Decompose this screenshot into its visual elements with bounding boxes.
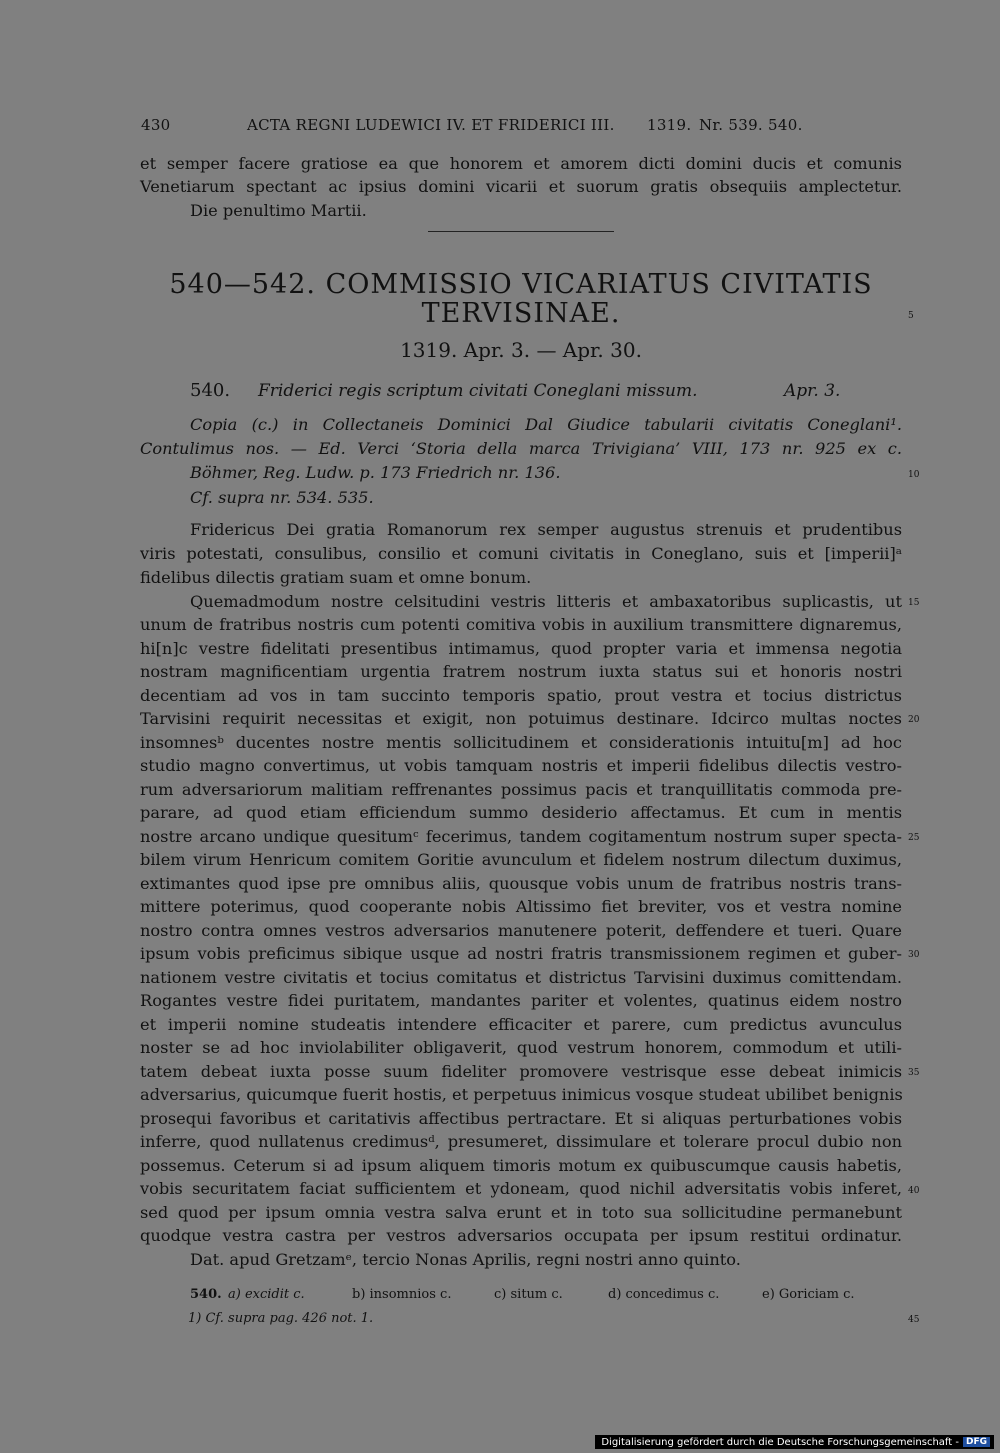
line-number: 40 [908, 1186, 920, 1196]
section-title: 540—542. COMMISSIO VICARIATUS CIVITATIS [169, 269, 873, 300]
line-number: 35 [908, 1068, 920, 1078]
body-line: Fridericus Dei gratia Romanorum rex semper augustus strenuis et prudentibus [190, 520, 902, 539]
footnote-a: a) excidit c. [228, 1287, 305, 1302]
document-title: Friderici regis scriptum civitati Coneglani missum. [258, 381, 698, 401]
footnote-1: 1) Cf. supra pag. 426 not. 1. [188, 1311, 374, 1326]
running-title: ACTA REGNI LUDEWICI IV. ET FRIDERICI III. [247, 116, 615, 134]
body-line: quodque vestra castra per vestros adversarios occupata per ipsum restitui ordinatur. [140, 1226, 902, 1245]
body-line: sed quod per ipsum omnia vestra salva erunt et in toto sua sollicitudine permanebunt [140, 1203, 902, 1222]
body-line: prosequi favoribus et caritativis affectibus pertractare. Et si aliquas perturbationes vobis [140, 1109, 902, 1128]
line-number: 30 [908, 950, 920, 960]
body-line: nostro contra omnes vestros adversarios manutenere poterit, deffendere et tueri. Quare [140, 921, 902, 940]
body-line: nationem vestre civitatis et tocius comitatus et districtus Tarvisini duximus comittendam. [140, 968, 902, 987]
body-line: hi[n]c vestre fidelitati presentibus intimamus, quod propter varia et immensa negotia [140, 639, 902, 658]
digitization-footer [595, 1435, 994, 1449]
prev-text-line: et semper facere gratiose ea que honorem et amorem dicti domini ducis et comunis [140, 154, 902, 173]
section-title: TERVISINAE. [421, 298, 621, 329]
body-line: et imperii nomine studeatis intendere efficaciter et parere, cum predictus avunculus [140, 1015, 902, 1034]
line-number: 20 [908, 715, 920, 725]
prev-text-line: Venetiarum spectant ac ipsius domini vicarii et suorum gratis obsequiis amplectetur. [140, 177, 902, 196]
line-number: 45 [908, 1315, 920, 1325]
body-line: insomnesᵇ ducentes nostre mentis sollicitudinem et considerationis intuitu[m] ad hoc [140, 733, 902, 752]
source-note: Copia (c.) in Collectaneis Dominici Dal Giudice tabularii civitatis Coneglani¹. [190, 415, 902, 434]
source-note: Cf. supra nr. 534. 535. [190, 488, 374, 507]
body-line: Rogantes vestre fidei puritatem, mandantes pariter et volentes, quatinus eidem nostro [140, 991, 902, 1010]
body-line: extimantes quod ipse pre omnibus aliis, quousque vobis unum de fratribus nostris trans- [140, 874, 902, 893]
body-line: tatem debeat iuxta posse suum fideliter promovere vestrisque esse debeat inimicis [140, 1062, 902, 1081]
footnote-b: b) insomnios c. [352, 1287, 452, 1302]
body-line: vobis securitatem faciat sufficientem et ydoneam, quod nichil adversitatis vobis inferet, [140, 1179, 902, 1198]
line-number: 15 [908, 598, 920, 608]
footnote-c: c) situm c. [494, 1287, 563, 1302]
section-dates: 1319. Apr. 3. — Apr. 30. [400, 338, 642, 362]
prev-text-line: Die penultimo Martii. [190, 201, 367, 220]
source-note: Böhmer, Reg. Ludw. p. 173 Friedrich nr. 136. [190, 463, 561, 482]
line-number: 10 [908, 470, 920, 480]
body-line: noster se ad hoc inviolabiliter obligaverit, quod vestrum honorem, commodum et utili- [140, 1038, 902, 1057]
body-line: rum adversariorum malitiam reffrenantes possimus pacis et tranquillitatis commoda pre- [140, 780, 902, 799]
body-line: adversarius, quicumque fuerit hostis, et perpetuus inimicus vosque studeat ubilibet benignis [140, 1085, 903, 1104]
body-line: nostram magnificentiam urgentia fratrem nostrum iuxta status sui et honoris nostri [140, 662, 902, 681]
body-line: studio magno convertimus, ut vobis tamquam nostris et imperii fidelibus dilectis vestro- [140, 756, 902, 775]
body-line: Dat. apud Gretzamᵉ, tercio Nonas Aprilis, regni nostri anno quinto. [190, 1250, 741, 1269]
body-line: bilem virum Henricum comitem Goritie avunculum et fidelem nostrum dilectum duximus, [140, 850, 902, 869]
year-reference: 1319. [647, 116, 692, 134]
body-line: possemus. Ceterum si ad ipsum aliquem timoris motum ex quibuscumque causis habetis, [140, 1156, 902, 1175]
line-number: 5 [908, 311, 914, 321]
document-number: 540. [190, 380, 231, 401]
page-number: 430 [141, 116, 171, 134]
body-line: ipsum vobis preficimus sibique usque ad nostri fratris transmissionem regimen et guber- [140, 944, 902, 963]
dfg-logo-icon: DFG [963, 1437, 990, 1447]
body-line: Quemadmodum nostre celsitudini vestris litteris et ambaxatoribus suplicastis, ut [190, 592, 902, 611]
body-line: inferre, quod nullatenus credimusᵈ, presumeret, dissimulare et tolerare procul dubio non [140, 1132, 902, 1151]
body-line: nostre arcano undique quesitumᶜ fecerimus, tandem cogitamentum nostrum super specta- [140, 827, 902, 846]
footnote-label: 540. [190, 1287, 222, 1302]
footnote-e: e) Goriciam c. [762, 1287, 855, 1302]
body-line: Tarvisini requirit necessitas et exigit, non potuimus destinare. Idcirco multas noctes [140, 709, 902, 728]
body-line: decentiam ad vos in tam succinto temporis spatio, prout vestra et tocius districtus [140, 686, 902, 705]
footer-text: Digitalisierung gefördert durch die Deutsche Forschungsgemeinschaft - [601, 1436, 959, 1448]
body-line: parare, ad quod etiam efficiendum summo desiderio affectamus. Et cum in mentis [140, 803, 902, 822]
body-line: viris potestati, consulibus, consilio et comuni civitatis in Coneglano, suis et [imperii]ᵃ [140, 544, 902, 563]
document-date: Apr. 3. [784, 381, 841, 401]
body-line: fidelibus dilectis gratiam suam et omne bonum. [140, 568, 532, 587]
body-line: unum de fratribus nostris cum potenti comitiva vobis in auxilium transmittere dignaremus, [140, 615, 902, 634]
body-line: mittere poterimus, quod cooperante nobis Altissimo fiet breviter, vos et vestra nomine [140, 897, 902, 916]
footnote-d: d) concedimus c. [608, 1287, 720, 1302]
number-reference: Nr. 539. 540. [699, 116, 803, 134]
source-note: Contulimus nos. — Ed. Verci ‘Storia della marca Trivigiana’ VIII, 173 nr. 925 ex c. [140, 439, 902, 458]
line-number: 25 [908, 833, 920, 843]
section-divider [428, 231, 614, 232]
